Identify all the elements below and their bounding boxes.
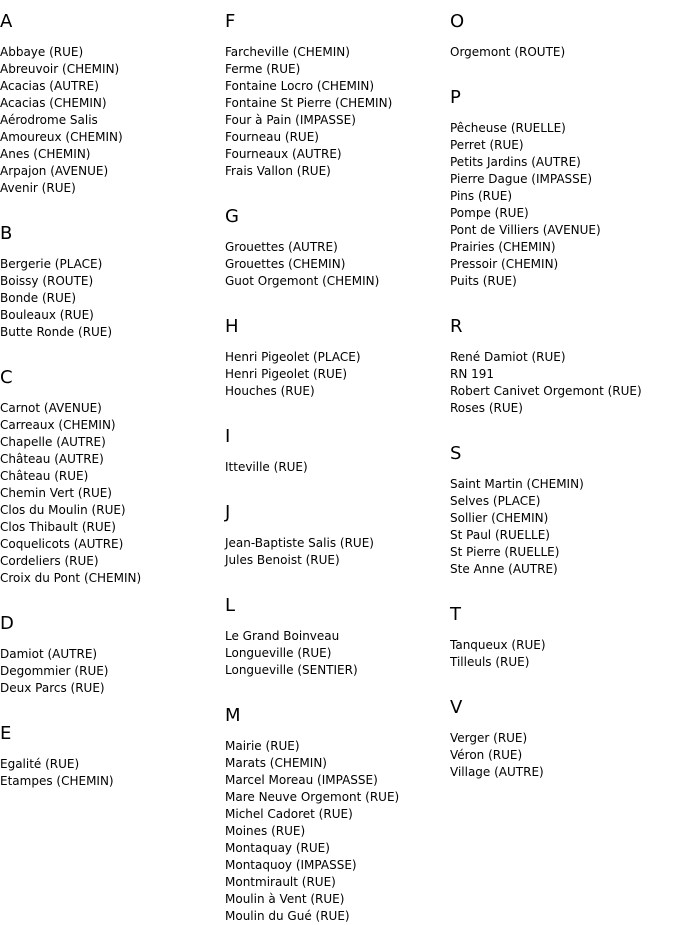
section-spacer [450,578,670,603]
street-list [225,535,445,569]
street-entry: Four à Pain (IMPASSE) [225,113,356,127]
section-spacer [450,671,670,696]
letter-heading: V [450,697,463,718]
letter-section [225,501,445,569]
letter-heading: G [225,206,239,227]
street-entry: Degommier (RUE) [0,664,109,678]
letter-section [0,612,220,697]
section-spacer [450,61,670,86]
street-entry: Mare Neuve Orgemont (RUE) [225,790,400,804]
letter-heading: P [450,87,461,108]
street-entry: Robert Canivet Orgemont (RUE) [450,384,642,398]
letter-heading: S [450,443,462,464]
street-entry: Véron (RUE) [450,748,523,762]
street-list [0,400,220,587]
street-entry: Guot Orgemont (CHEMIN) [225,274,380,288]
street-entry: Fontaine Locro (CHEMIN) [225,79,375,93]
street-entry: Damiot (AUTRE) [0,647,98,661]
street-entry: Pêcheuse (RUELLE) [450,121,566,135]
letter-section [225,425,445,476]
section-spacer [225,476,445,501]
street-entry: Montaquoy (IMPASSE) [225,858,357,872]
street-entry: Moulin à Vent (RUE) [225,892,345,906]
street-entry: Moines (RUE) [225,824,306,838]
letter-section [225,704,445,925]
letter-heading: R [450,316,463,337]
street-entry: Boissy (ROUTE) [0,274,94,288]
street-entry: Michel Cadoret (RUE) [225,807,353,821]
street-entry: René Damiot (RUE) [450,350,566,364]
letter-section [0,722,220,790]
letter-heading: T [450,604,461,625]
street-list [0,44,220,197]
section-spacer [0,587,220,612]
street-entry: Longueville (SENTIER) [225,663,358,677]
street-entry: Deux Parcs (RUE) [0,681,105,695]
street-entry: Montmirault (RUE) [225,875,336,889]
street-entry: Pierre Dague (IMPASSE) [450,172,593,186]
street-entry: Ferme (RUE) [225,62,301,76]
section-spacer [225,290,445,315]
street-entry: Acacias (AUTRE) [0,79,99,93]
street-entry: Clos Thibault (RUE) [0,520,116,534]
street-entry: Clos du Moulin (RUE) [0,503,126,517]
street-entry: Butte Ronde (RUE) [0,325,113,339]
street-entry: Grouettes (AUTRE) [225,240,338,254]
street-entry: RN 191 [450,367,495,381]
street-list [450,637,670,671]
letter-heading: C [0,367,13,388]
street-list [225,628,445,679]
street-entry: Puits (RUE) [450,274,517,288]
street-entry: Avenir (RUE) [0,181,76,195]
street-list [225,459,445,476]
street-list [0,646,220,697]
street-entry: Amoureux (CHEMIN) [0,130,123,144]
street-entry: St Pierre (RUELLE) [450,545,560,559]
street-entry: Verger (RUE) [450,731,528,745]
street-entry: Itteville (RUE) [225,460,308,474]
street-entry: Etampes (CHEMIN) [0,774,114,788]
street-entry: Abbaye (RUE) [0,45,84,59]
street-entry: Henri Pigeolet (PLACE) [225,350,361,364]
letter-heading: D [0,613,14,634]
street-entry: Anes (CHEMIN) [0,147,91,161]
street-entry: Saint Martin (CHEMIN) [450,477,584,491]
street-entry: Le Grand Boinveau [225,629,340,643]
street-entry: Farcheville (CHEMIN) [225,45,350,59]
section-spacer [0,197,220,222]
letter-section [0,10,220,197]
street-entry: Jean-Baptiste Salis (RUE) [225,536,374,550]
letter-heading: E [0,723,12,744]
street-index-column-3 [450,10,670,781]
street-entry: Carreaux (CHEMIN) [0,418,116,432]
street-entry: St Paul (RUELLE) [450,528,550,542]
street-list [450,730,670,781]
letter-section [450,315,670,417]
street-list [0,756,220,790]
street-entry: Aérodrome Salis [0,113,98,127]
street-entry: Pressoir (CHEMIN) [450,257,559,271]
street-entry: Coquelicots (AUTRE) [0,537,124,551]
street-entry: Carnot (AVENUE) [0,401,102,415]
letter-section [450,10,670,61]
street-entry: Petits Jardins (AUTRE) [450,155,581,169]
street-entry: Croix du Pont (CHEMIN) [0,571,142,585]
street-entry: Château (RUE) [0,469,89,483]
letter-section [450,86,670,290]
section-spacer [450,290,670,315]
street-entry: Pins (RUE) [450,189,513,203]
section-spacer [225,679,445,704]
street-entry: Grouettes (CHEMIN) [225,257,346,271]
street-entry: Perret (RUE) [450,138,524,152]
street-entry: Moulin du Gué (RUE) [225,909,350,923]
letter-heading: F [225,11,236,32]
street-list [0,256,220,341]
street-list [225,239,445,290]
street-entry: Fourneaux (AUTRE) [225,147,342,161]
section-spacer [0,697,220,722]
street-entry: Fourneau (RUE) [225,130,319,144]
street-entry: Egalité (RUE) [0,757,80,771]
street-entry: Bergerie (PLACE) [0,257,103,271]
street-entry: Tilleuls (RUE) [450,655,530,669]
letter-heading: J [225,502,231,523]
street-list [450,349,670,417]
letter-heading: L [225,595,236,616]
street-entry: Village (AUTRE) [450,765,544,779]
street-entry: Longueville (RUE) [225,646,332,660]
letter-section [450,603,670,671]
street-entry: Cordeliers (RUE) [0,554,99,568]
street-entry: Jules Benoist (RUE) [225,553,340,567]
street-entry: Marcel Moreau (IMPASSE) [225,773,378,787]
street-entry: Pompe (RUE) [450,206,529,220]
street-list [450,44,670,61]
letter-heading: B [0,223,13,244]
letter-section [225,205,445,290]
street-entry: Bouleaux (RUE) [0,308,94,322]
street-entry: Chapelle (AUTRE) [0,435,106,449]
street-entry: Henri Pigeolet (RUE) [225,367,348,381]
street-list [450,120,670,290]
street-entry: Prairies (CHEMIN) [450,240,556,254]
street-entry: Chemin Vert (RUE) [0,486,112,500]
section-spacer [225,569,445,594]
street-list [225,738,445,925]
section-spacer [225,400,445,425]
street-entry: Acacias (CHEMIN) [0,96,107,110]
letter-heading: H [225,316,239,337]
street-entry: Bonde (RUE) [0,291,77,305]
letter-heading: I [225,426,231,447]
section-spacer [225,180,445,205]
street-entry: Marats (CHEMIN) [225,756,327,770]
street-entry: Fontaine St Pierre (CHEMIN) [225,96,393,110]
street-list [225,349,445,400]
letter-section [450,442,670,578]
street-entry: Montaquay (RUE) [225,841,330,855]
letter-section [0,366,220,587]
street-list [225,44,445,180]
letter-section [225,594,445,679]
street-entry: Abreuvoir (CHEMIN) [0,62,120,76]
street-index-column-2 [225,10,445,925]
street-entry: Tanqueux (RUE) [450,638,546,652]
street-entry: Frais Vallon (RUE) [225,164,331,178]
street-entry: Orgemont (ROUTE) [450,45,566,59]
street-list [450,476,670,578]
section-spacer [0,341,220,366]
street-entry: Pont de Villiers (AVENUE) [450,223,601,237]
letter-section [450,696,670,781]
street-entry: Sollier (CHEMIN) [450,511,549,525]
street-entry: Mairie (RUE) [225,739,300,753]
street-entry: Selves (PLACE) [450,494,541,508]
letter-section [0,222,220,341]
street-entry: Ste Anne (AUTRE) [450,562,558,576]
street-entry: Houches (RUE) [225,384,315,398]
street-entry: Château (AUTRE) [0,452,104,466]
street-index-column-1 [0,10,220,790]
letter-section [225,10,445,180]
street-entry: Arpajon (AVENUE) [0,164,109,178]
letter-heading: A [0,11,13,32]
letter-heading: O [450,11,465,32]
letter-heading: M [225,705,241,726]
street-entry: Roses (RUE) [450,401,523,415]
section-spacer [450,417,670,442]
letter-section [225,315,445,400]
